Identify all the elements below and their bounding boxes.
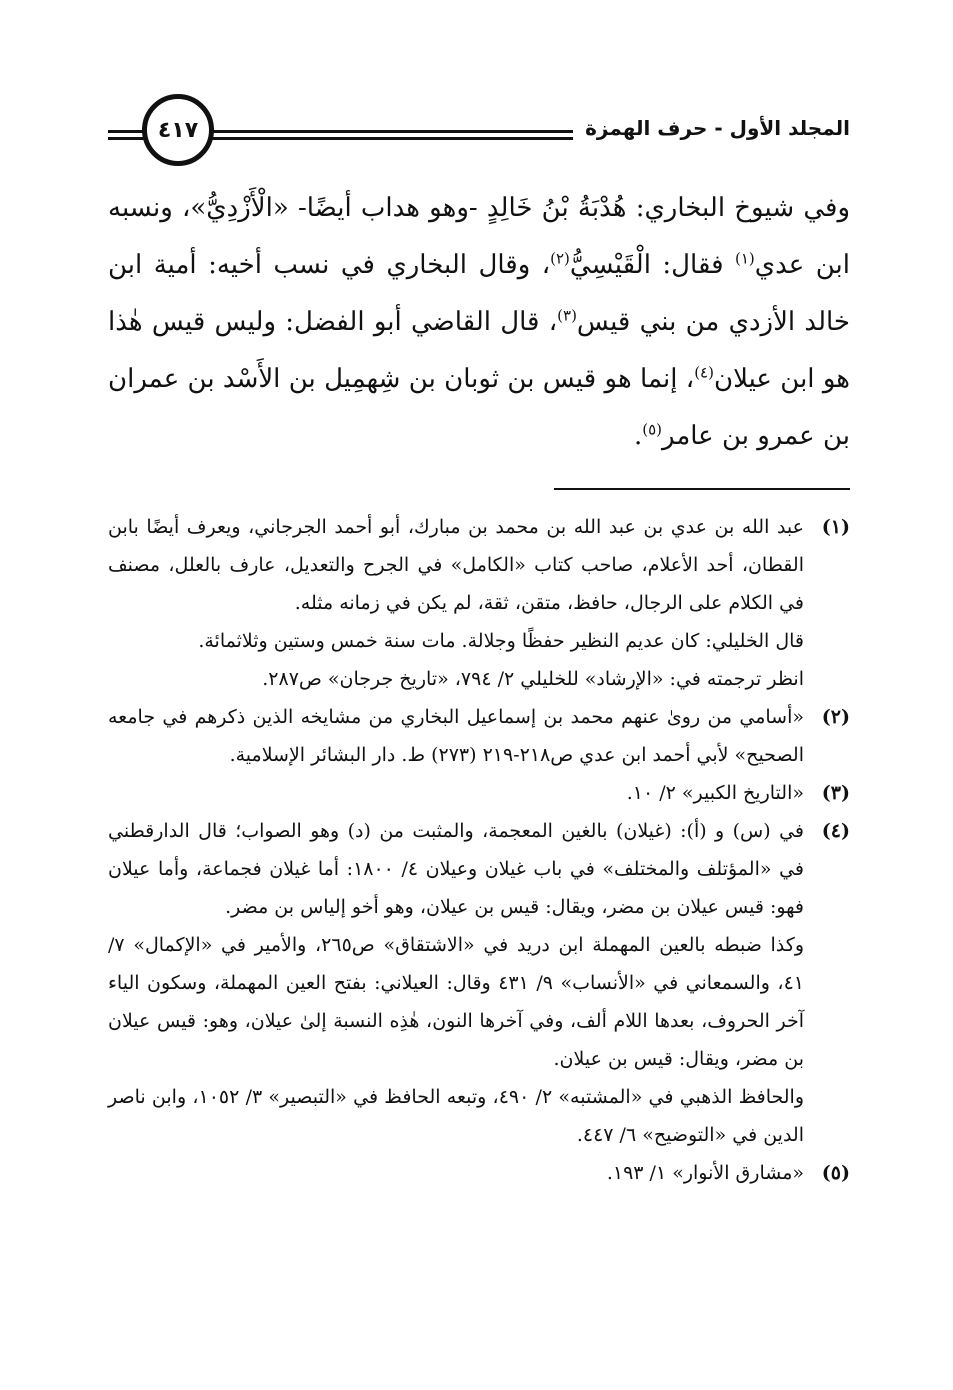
footnote-ref: (١) [735, 249, 755, 268]
footnote-line: في (س) و (أ): (غيلان) بالغين المعجمة، والمثبت من (د) وهو الصواب؛ قال الدارقطني في «المؤتلف والمختلف» في باب غيلان وعيلان ٤/ ١٨٠٠: أما غيلان فجماعة، وأما عيلان فهو: قيس عيلان بن مضر، ويقال: قيس بن عيلان، وهو أخو إلياس بن مضر. [108, 820, 804, 918]
main-text [108, 180, 850, 465]
main-paragraph [108, 180, 850, 465]
footnote-line: انظر ترجمته في: «الإرشاد» للخليلي ٢/ ٧٩٤، «تاريخ جرجان» ص٢٨٧. [262, 668, 804, 690]
footnote-line: والحافظ الذهبي في «المشتبه» ٢/ ٤٩٠، وتبعه الحافظ في «التبصير» ٣/ ١٠٥٢، وابن ناصر الدين في «التوضيح» ٦/ ٤٤٧. [108, 1086, 804, 1146]
text-run: ، قال القاضي أبو الفضل: وليس قيس هٰذا هو ابن عيلان [108, 307, 851, 394]
footnote-line: عبد الله بن عدي بن عبد الله بن محمد بن مبارك، أبو أحمد الجرجاني، ويعرف أيضًا بابن القطان، أحد الأعلام، صاحب كتاب «الكامل» في الجرح والتعديل، عارف بالعلل، مصنف في الكلام على الرجال، حافظ، متقن، ثقة، لم يكن في زمانه مثله. [108, 516, 804, 614]
running-title: المجلد الأول - حرف الهمزة [573, 116, 850, 140]
footnote-line: وكذا ضبطه بالعين المهملة ابن دريد في «الاشتقاق» ص٢٦٥، والأمير في «الإكمال» ٧/ ٤١، والسمعاني في «الأنساب» ٩/ ٤٣١ وقال: العيلاني: بفتح العين المهملة، وسكون الياء آخر الحروف، بعدها اللام ألف، وفي آخرها النون، هٰذِه النسبة إلىٰ عيلان، وهو: قيس عيلان بن مضر، ويقال: قيس بن عيلان. [108, 934, 805, 1070]
footnote [108, 774, 850, 812]
footnote-number: (٣) [821, 782, 850, 804]
footnote [108, 508, 850, 698]
page-number: ٤١٧ [142, 94, 214, 166]
footnote [108, 698, 850, 774]
footnote-number: (٤) [821, 820, 850, 842]
footnote-body [108, 698, 804, 774]
footnote-number: (١) [821, 516, 850, 538]
footnote-body [108, 774, 804, 812]
footnote-number: (٢) [821, 706, 850, 728]
text-run: ، وقال البخاري في نسب أخيه: أمية ابن خالد الأزدي من بني قيس [108, 250, 850, 337]
footnote-body [108, 812, 804, 1154]
footnote-line: «مشارق الأنوار» ١/ ١٩٣. [606, 1162, 804, 1184]
footnote [108, 1154, 850, 1192]
text-run: فقال: الْقَيْسِيُّ [569, 250, 735, 280]
footnote-ref: (٣) [557, 306, 577, 325]
footnotes [108, 508, 850, 1192]
footnote-line: «التاريخ الكبير» ٢/ ١٠. [626, 782, 804, 804]
footnote-body [108, 1154, 804, 1192]
footnote-body [108, 508, 804, 698]
footnote-ref: (٥) [642, 420, 662, 439]
footnote-line: «أسامي من روىٰ عنهم محمد بن إسماعيل البخاري من مشايخه الذين ذكرهم في جامعه الصحيح» لأبي أحمد ابن عدي ص٢١٨-٢١٩ (٢٧٣) ط. دار البشائر الإسلامية. [108, 706, 804, 766]
footnote-number: (٥) [821, 1162, 850, 1184]
page-header [108, 88, 850, 168]
footnote-ref: (٤) [694, 363, 714, 382]
text-run: وفي شيوخ البخاري: هُدْبَةُ بْنُ خَالِدٍ -وهو هداب أيضًا- «الْأَزْدِيُّ»، ونسبه ابن عدي [108, 193, 851, 280]
text-run: . [633, 421, 643, 451]
footnote-line: قال الخليلي: كان عديم النظير حفظًا وجلالة. مات سنة خمس وستين وثلاثمائة. [198, 630, 804, 652]
footnote-ref: (٢) [550, 249, 570, 268]
footnote-separator [554, 488, 850, 490]
footnote [108, 812, 850, 1154]
text-run: ، إنما هو قيس بن ثوبان بن شِهمِيل بن الأَسْد بن عمران بن عمرو بن عامر [108, 364, 850, 451]
